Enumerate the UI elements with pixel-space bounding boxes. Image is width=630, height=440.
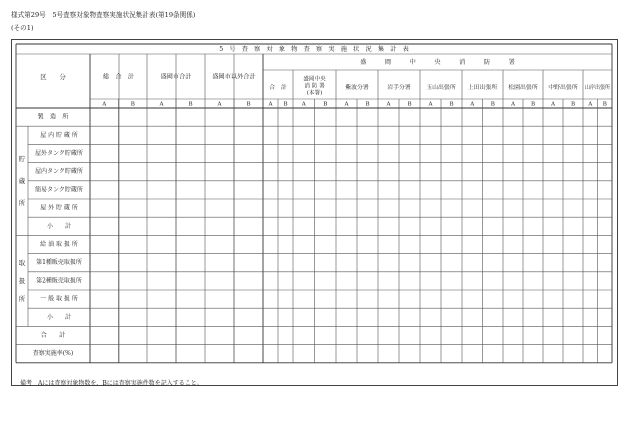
column-a-label: A bbox=[217, 101, 222, 108]
group-label-char: 蔵 bbox=[18, 176, 26, 185]
kubun-header: 区 分 bbox=[40, 73, 66, 81]
station-name: 中野出張所 bbox=[548, 85, 578, 91]
column-b-label: B bbox=[188, 101, 193, 108]
column-a-label: A bbox=[470, 101, 475, 108]
outside-total-header: 盛岡市以外合計 bbox=[212, 73, 256, 81]
station-name-line: (本署) bbox=[306, 90, 323, 97]
column-b-label: B bbox=[130, 101, 135, 108]
station-name: 玉山出張所 bbox=[426, 85, 456, 91]
city-total-header: 盛岡市合計 bbox=[160, 73, 192, 81]
column-a-label: A bbox=[102, 101, 107, 108]
station-name: 山岸出張所 bbox=[585, 85, 615, 91]
column-b-label: B bbox=[530, 101, 536, 108]
station-name: 岩手分署 bbox=[387, 85, 411, 91]
column-a-label: A bbox=[268, 101, 273, 108]
row-label: 一 般 取 扱 所 bbox=[40, 295, 78, 303]
group-label-char: 貯 bbox=[18, 154, 26, 163]
station-name: 合 計 bbox=[269, 85, 287, 91]
total-header: 総 合 計 bbox=[103, 73, 134, 81]
row-label: 小 計 bbox=[46, 222, 72, 230]
table-title: 5 号 査 察 対 象 物 査 察 実 施 状 況 集 計 表 bbox=[219, 46, 409, 53]
row-label: 小 計 bbox=[46, 313, 72, 321]
station-name: 紫波分署 bbox=[345, 85, 369, 91]
row-label: 屋内タンク貯蔵所 bbox=[35, 168, 83, 176]
station-name: 松園出張所 bbox=[508, 85, 538, 91]
column-b-label: B bbox=[283, 101, 288, 108]
survey-table bbox=[11, 39, 618, 386]
group-label-char: 所 bbox=[18, 294, 26, 303]
row-label: 第1種販売取扱所 bbox=[36, 259, 82, 267]
row-label: 査察実施率(%) bbox=[32, 350, 74, 358]
station-name-line: 消 防 署 bbox=[304, 83, 325, 90]
group-label-char: 扱 bbox=[18, 276, 26, 285]
column-a-label: A bbox=[301, 101, 306, 108]
row-label: 製 造 所 bbox=[37, 113, 69, 121]
fire-dept-header: 盛 岡 中 央 消 防 署 bbox=[360, 59, 515, 66]
column-a-label: A bbox=[386, 101, 391, 108]
column-a-label: A bbox=[159, 101, 164, 108]
column-b-label: B bbox=[323, 101, 328, 108]
group-label-char: 取 bbox=[18, 258, 26, 267]
row-label: 屋 内 貯 蔵 所 bbox=[40, 131, 78, 139]
column-a-label: A bbox=[550, 101, 556, 108]
group-label-char: 所 bbox=[18, 198, 26, 207]
row-label: 第2種販売取扱所 bbox=[36, 277, 82, 285]
form-title: 様式第29号 5号査察対象物査察実施状況集計表(第19条関係) bbox=[11, 11, 196, 19]
column-a-label: A bbox=[428, 101, 433, 108]
row-label: 給 油 取 扱 所 bbox=[40, 241, 78, 248]
column-b-label: B bbox=[602, 101, 607, 108]
column-b-label: B bbox=[407, 101, 412, 108]
row-label: 簡易タンク貯蔵所 bbox=[35, 186, 83, 194]
column-b-label: B bbox=[570, 101, 576, 108]
row-label: 合 計 bbox=[40, 332, 66, 339]
row-label: 屋外タンク貯蔵所 bbox=[35, 150, 83, 157]
column-a-label: A bbox=[510, 101, 516, 108]
column-b-label: B bbox=[449, 101, 454, 108]
column-a-label: A bbox=[344, 101, 349, 108]
column-a-label: A bbox=[588, 101, 593, 108]
station-name: 上田出張所 bbox=[467, 85, 498, 91]
footnote: 備考 Aには査察対象物数を、Bには査察実施件数を記入すること。 bbox=[20, 380, 203, 387]
row-label: 屋 外 貯 蔵 所 bbox=[40, 204, 78, 212]
column-b-label: B bbox=[365, 101, 370, 108]
station-name-line: 盛岡中央 bbox=[303, 76, 326, 83]
column-b-label: B bbox=[246, 101, 251, 108]
column-b-label: B bbox=[490, 101, 495, 108]
form-subtitle: (その1) bbox=[11, 24, 34, 32]
